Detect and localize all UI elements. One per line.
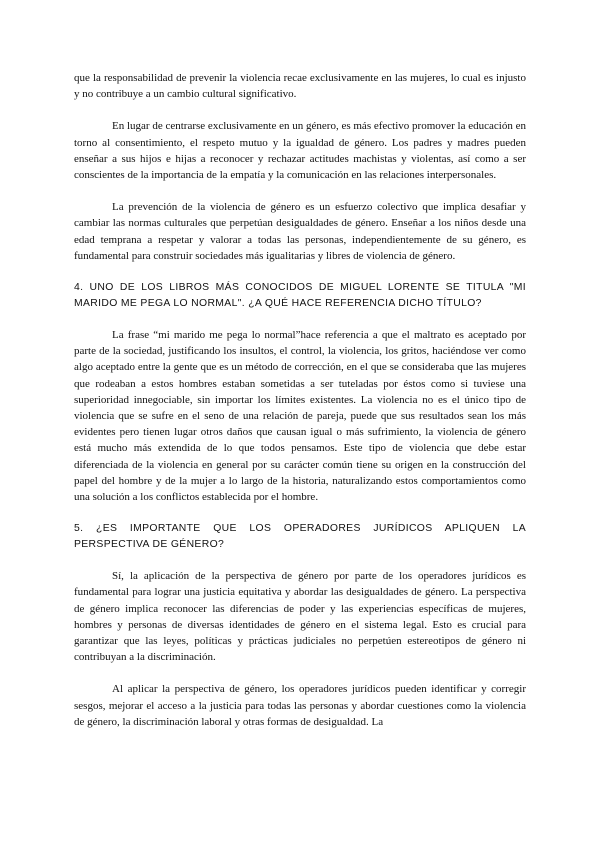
document-page bbox=[74, 70, 526, 746]
paragraph-question-4-answer: La frase “mi marido me pega lo normal”hace referencia a que el maltrato es aceptado por parte de la sociedad, justificando los insultos, el control, la violencia, los gritos, haciéndose ver como algo aceptado entre la gente que es un método de corrección, en el que se consideraba que las mujeres que rodeaban a estos hombres estaban sometidas a ser tuteladas por éstos como si tuviese una superioridad innegociable, sin importar los límites existentes. La violencia no es el único tipo de violencia que se sufre en el seno de una relación de pareja, puede que sus resultados sean los más evidentes pero tienen lugar otros daños que causan igual o más sufrimiento, la violencia de género está mucho más extendida de lo que todos pensamos. Este tipo de violencia que debe estar diferenciada de la violencia en general por su carácter común tiene su origen en la construcción del papel del hombre y de la mujer a lo largo de la historia, naturalizando estos comportamientos como una solución a los conflictos establecida por el hombre. bbox=[74, 329, 526, 504]
paragraph-question-5-answer: Sí, la aplicación de la perspectiva de género por parte de los operadores jurídicos es fundamental para lograr una justicia equitativa y abordar las desigualdades de género. La perspectiva de género implica reconocer las diferencias de poder y las experiencias específicas de mujeres, hombres y personas de diversas identidades de género en el sistema legal. Esto es crucial para garantizar que las leyes, políticas y prácticas judiciales no perpetúen estereotipos de género ni contribuyan a la discriminación. bbox=[74, 570, 526, 664]
paragraph-prevention: La prevención de la violencia de género es un esfuerzo colectivo que implica desafiar y cambiar las normas culturales que perpetúan desigualdades de género. Enseñar a los niños desde una edad temprana a respetar y valorar a todas las personas, independientemente de su género, es fundamental para construir sociedades más igualitarias y libres de violencia de género. bbox=[74, 201, 526, 262]
question-4-heading: 4. UNO DE LOS LIBROS MÁS CONOCIDOS DE MIGUEL LORENTE SE TITULA "MI MARIDO ME PEGA LO NORMAL". ¿A QUÉ HACE REFERENCIA DICHO TÍTULO? bbox=[74, 282, 526, 310]
paragraph-education: En lugar de centrarse exclusivamente en un género, es más efectivo promover la educación en torno al consentimiento, el respeto mutuo y la igualdad de género. Los padres y madres pueden enseñar a sus hijos e hijas a reconocer y rechazar actitudes machistas y violentas, así como a ser conscientes de la importancia de la empatía y la comunicación en las relaciones interpersonales. bbox=[74, 120, 526, 182]
paragraph-question-5-continued: Al aplicar la perspectiva de género, los operadores jurídicos pueden identificar y corregir sesgos, mejorar el acceso a la justicia para todas las personas y abordar cuestiones como la violencia de género, la discriminación laboral y otras formas de desigualdad. La bbox=[74, 683, 526, 728]
paragraph-continuation: que la responsabilidad de prevenir la violencia recae exclusivamente en las mujeres, lo cual es injusto y no contribuye a un cambio cultural significativo. bbox=[74, 72, 526, 101]
question-5-heading: 5. ¿ES IMPORTANTE QUE LOS OPERADORES JURÍDICOS APLIQUEN LA PERSPECTIVA DE GÉNERO? bbox=[74, 523, 526, 551]
